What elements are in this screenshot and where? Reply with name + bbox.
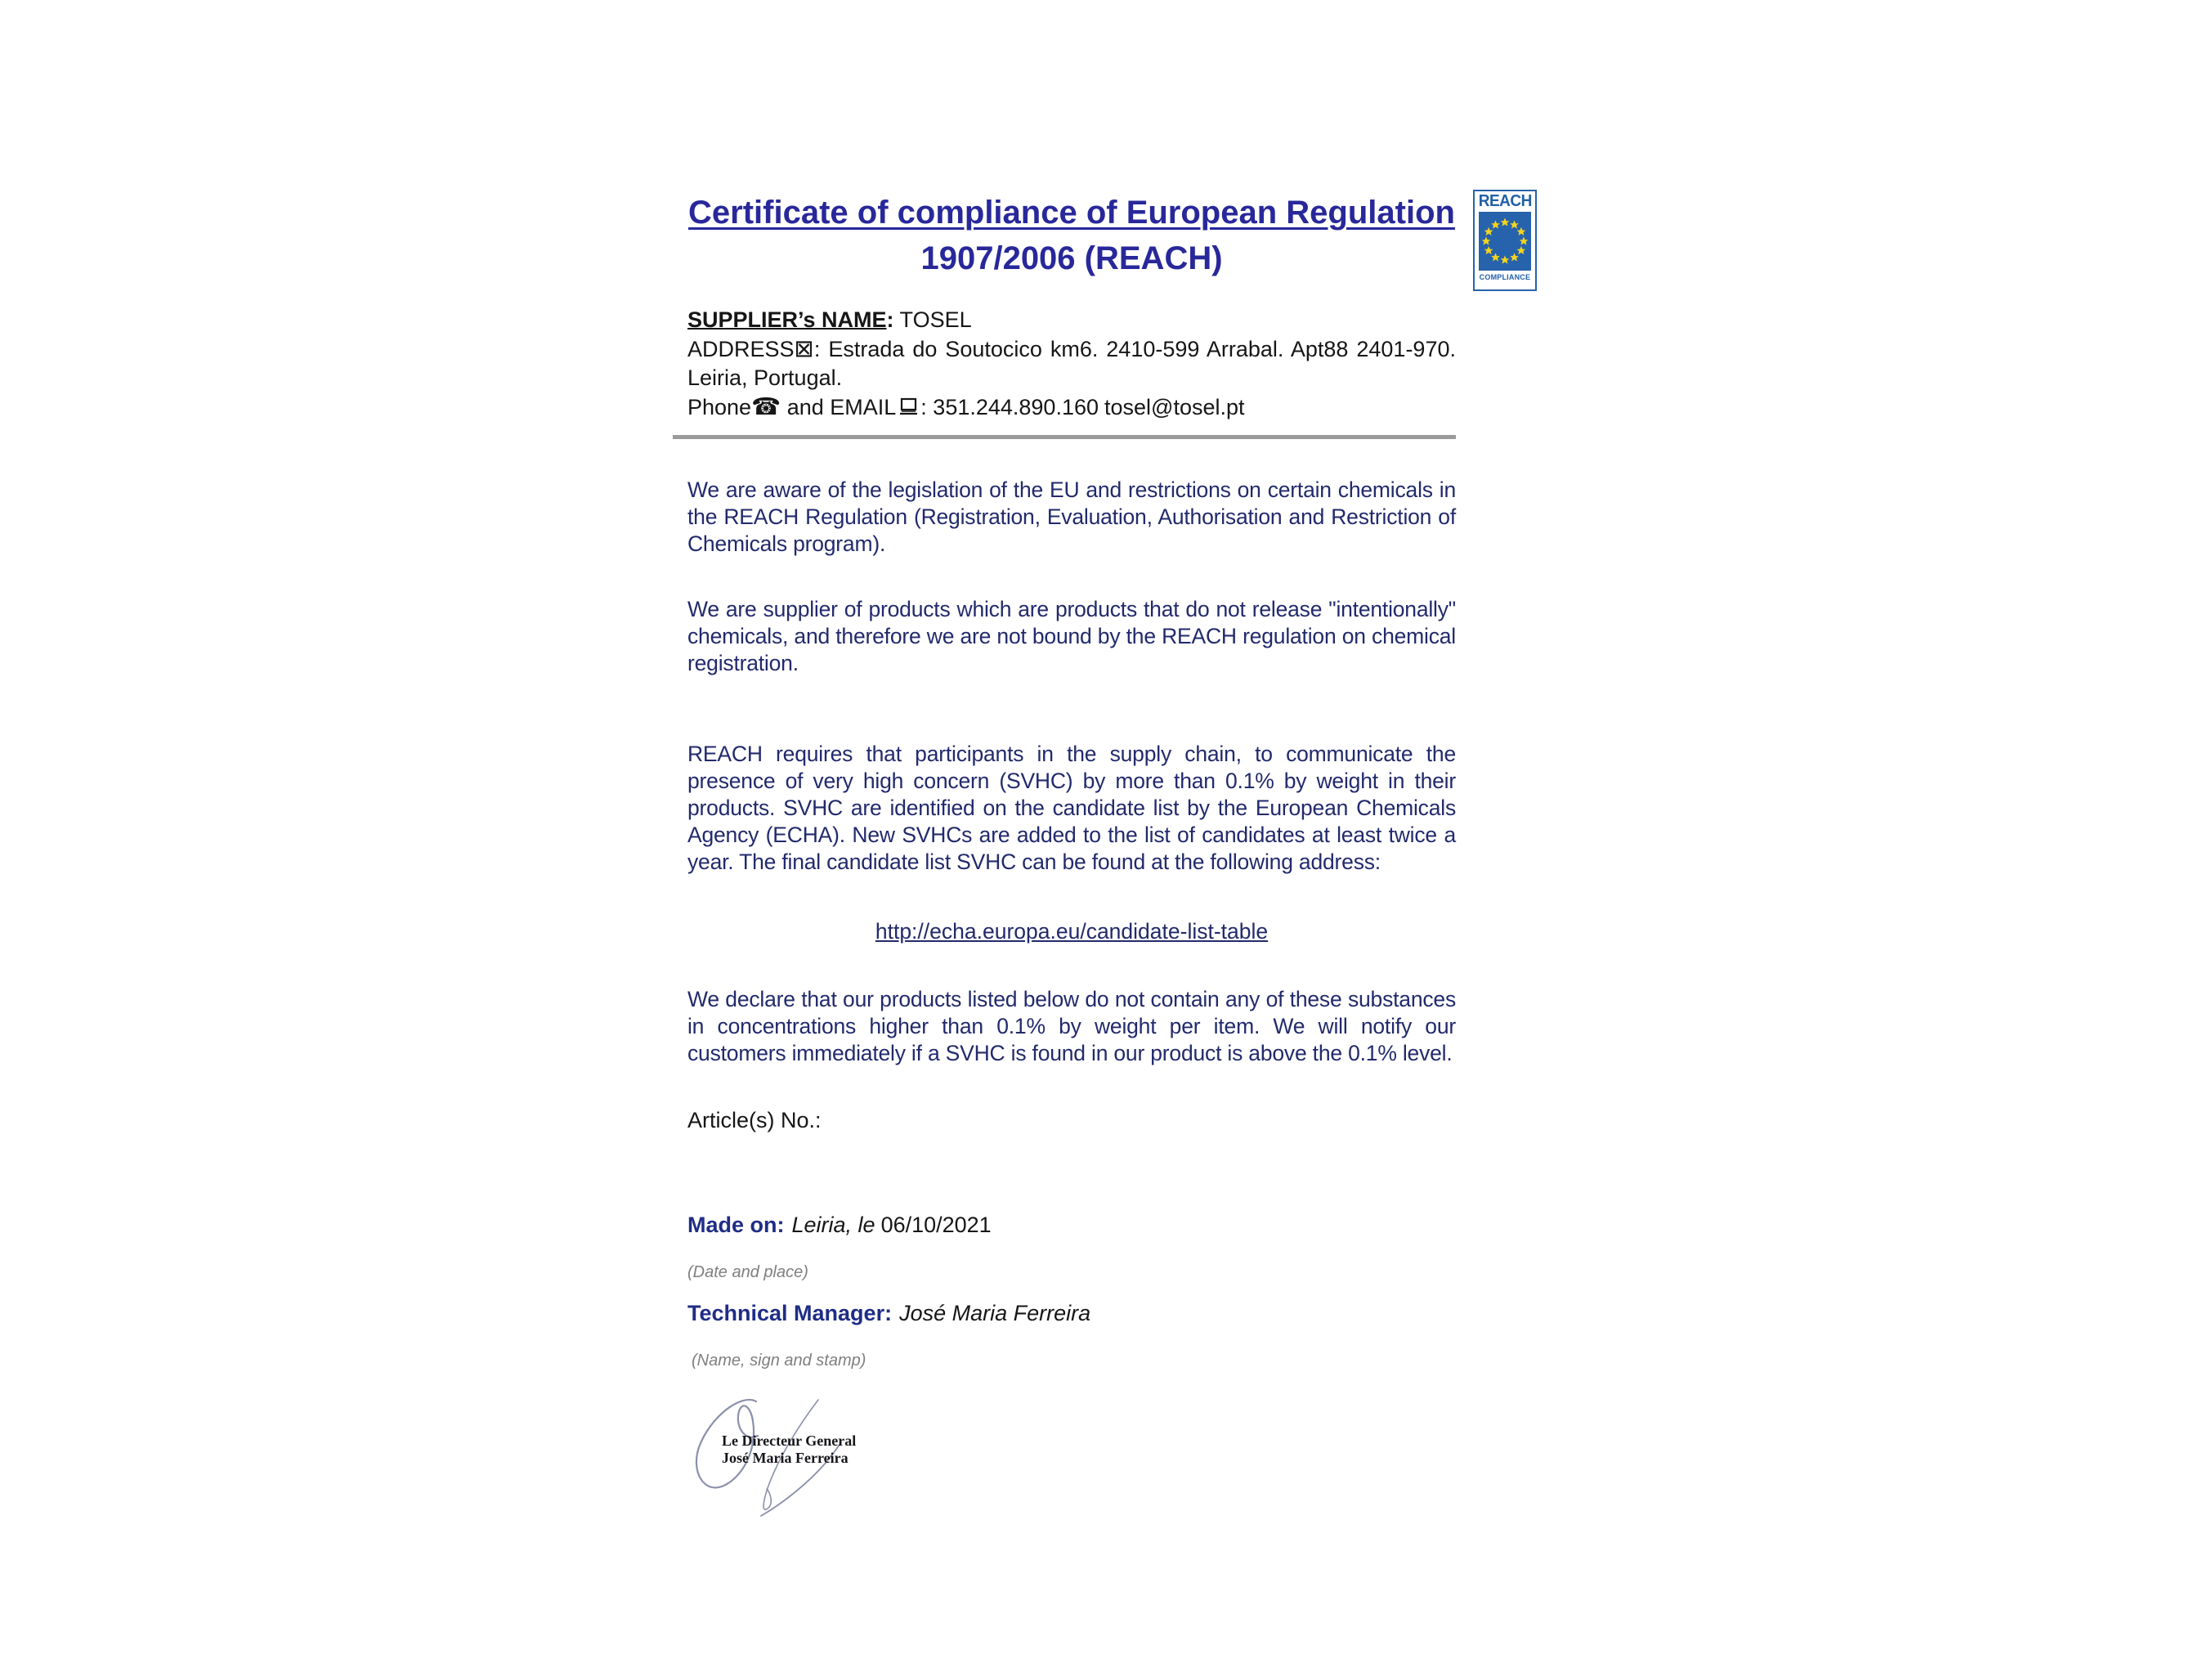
made-on-line [687,1211,1456,1240]
document-body [687,190,1456,1528]
computer-icon [898,397,919,418]
page-title [687,190,1456,281]
supplier-address-line [687,334,1456,392]
candidate-list-link-line [687,918,1456,945]
paragraph-supplier: We are supplier of products which are products that do not release "intentionally" chemicals, and therefore we are not bound by the REACH regulation on chemical registration. [687,597,1456,675]
envelope-icon: ⊠ [794,334,814,362]
name-sign-note: (Name, sign and stamp) [692,1352,866,1370]
paragraph-aware: We are aware of the legislation of the EU and restrictions on certain chemicals in the REACH Regulation (Registration, Evaluation, Authorisation and Restriction of Chemicals program). [687,478,1456,556]
made-on-label: Made on: [687,1213,785,1237]
contact-mid: and EMAIL [781,395,897,419]
date-place-note: (Date and place) [687,1263,808,1281]
made-on-place: Leiria, le [791,1213,875,1237]
paragraph-reach-requires: REACH requires that participants in the supply chain, to communicate the presence of very high concern (SVHC) by more than 0.1% by weight in their products. SVHC are identified on the candidate list by the European Chemicals Agency (ECHA). New SVHCs are added to the list of candidates at least twice a year. The final candidate list SVHC can be found at the following address: [687,742,1456,874]
article-number-label: Article(s) No.: [687,1108,822,1132]
paragraph-declaration: We declare that our products listed below do not contain any of these substances in concentrations higher than 0.1% by weight per item. We will notify our customers immediately if a SVHC is found in our product is above the 0.1% level. [687,987,1456,1065]
technical-manager-name: José Maria Ferreira [899,1301,1091,1325]
reach-compliance-logo [1473,190,1537,291]
signature-name: José Maria Ferreira [722,1450,849,1466]
eu-stars-flag-icon [1479,212,1531,271]
signature-area [687,1393,933,1528]
phone-label: Phone [687,395,752,419]
phone-icon: ☎ [751,392,781,420]
address-value: Estrada do Soutocico km6. 2410-599 Arrabal. Apt88 2401-970. Leiria, Portugal. [687,337,1456,390]
supplier-name-value: TOSEL [893,307,972,332]
signature-text [722,1433,856,1467]
reach-logo-compliance-label: COMPLIANCE [1479,273,1531,282]
separator-rule [673,435,1456,439]
reach-logo-title: REACH [1478,192,1532,210]
supplier-block [687,306,1456,422]
phone-number: 351.244.890.160 [933,395,1099,419]
signature-title: Le Directeur General [722,1433,857,1449]
title-line-1: Certificate of compliance of European Regulation [688,195,1455,231]
title-line-2: 1907/2006 (REACH) [920,240,1223,276]
contact-colon: : [920,395,934,419]
technical-manager-label: Technical Manager: [687,1301,893,1325]
candidate-list-link[interactable]: http://echa.europa.eu/candidate-list-table [875,919,1269,944]
address-label: ADDRESS [687,337,795,361]
address-colon: : [813,337,829,361]
made-on-date: 06/10/2021 [880,1213,992,1237]
supplier-name-label: SUPPLIER’s NAME [687,307,887,332]
supplier-name-colon: : [886,307,894,332]
supplier-contact-line [687,392,1456,422]
email-value: tosel@tosel.pt [1104,395,1245,419]
supplier-name-line [687,306,1456,334]
technical-manager-line [687,1299,1456,1328]
